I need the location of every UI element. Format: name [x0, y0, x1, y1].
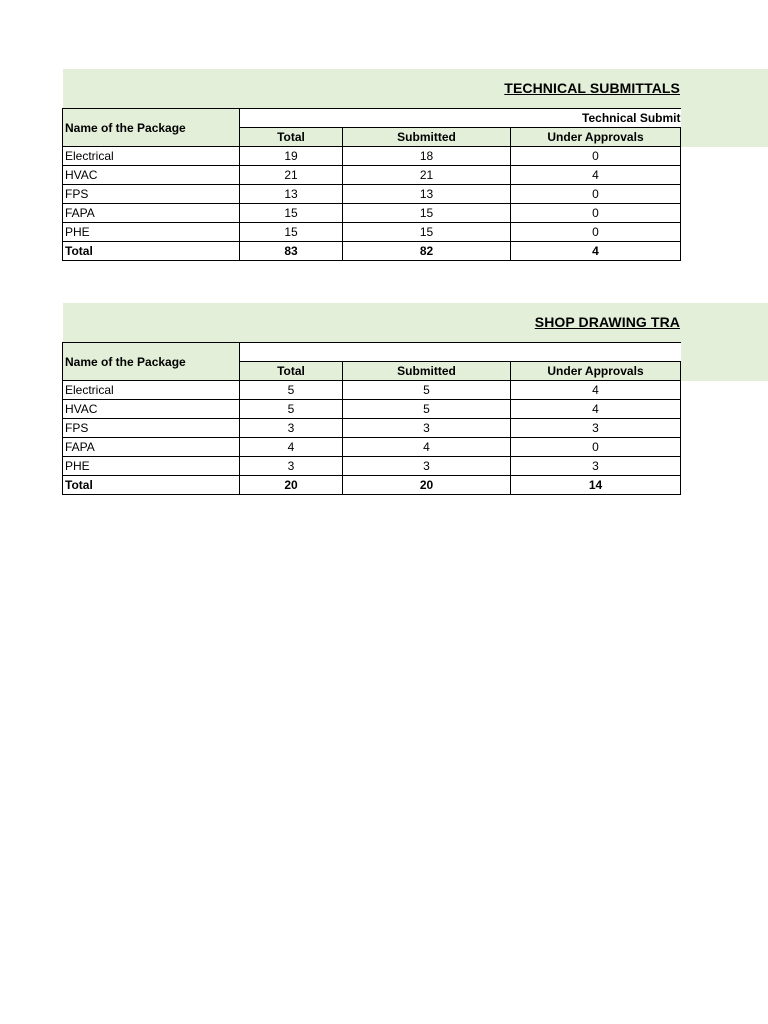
- under-approvals-cell: 0: [511, 223, 681, 242]
- total-cell: 5: [240, 400, 343, 419]
- submitted-cell: 15: [343, 204, 511, 223]
- submitted-cell: 3: [343, 419, 511, 438]
- package-name-header: Name of the Package: [63, 343, 240, 381]
- under-approvals-cell: 3: [511, 457, 681, 476]
- under-approvals-cell: 0: [511, 147, 681, 166]
- shop-drawing-table: [62, 342, 681, 495]
- column-header-total: Total: [240, 128, 343, 147]
- table-header-row: [63, 343, 681, 362]
- under-approvals-cell: 0: [511, 438, 681, 457]
- column-header-under-approvals: Under Approvals: [511, 128, 681, 147]
- under-approvals-cell: 3: [511, 419, 681, 438]
- submitted-cell: 18: [343, 147, 511, 166]
- total-cell: 15: [240, 204, 343, 223]
- package-name: FPS: [63, 185, 240, 204]
- total-label: Total: [63, 242, 240, 261]
- submitted-cell: 13: [343, 185, 511, 204]
- package-name: PHE: [63, 223, 240, 242]
- total-cell: 3: [240, 419, 343, 438]
- table-header-row: [63, 109, 681, 128]
- column-header-total: Total: [240, 362, 343, 381]
- total-cell: 13: [240, 185, 343, 204]
- table-row: [63, 185, 681, 204]
- under-approvals-cell: 0: [511, 185, 681, 204]
- submitted-cell: 20: [343, 476, 511, 495]
- table-row: [63, 147, 681, 166]
- technical-submittals-title: TECHNICAL SUBMITTALS: [504, 80, 680, 96]
- total-cell: 21: [240, 166, 343, 185]
- package-name: HVAC: [63, 166, 240, 185]
- column-header-submitted: Submitted: [343, 128, 511, 147]
- column-header-submitted: Submitted: [343, 362, 511, 381]
- table-row: [63, 419, 681, 438]
- submitted-cell: 5: [343, 381, 511, 400]
- table-row: [63, 381, 681, 400]
- under-approvals-cell: 4: [511, 166, 681, 185]
- table-row: [63, 457, 681, 476]
- shop-drawing-title: SHOP DRAWING TRA: [534, 314, 680, 330]
- package-name: FAPA: [63, 204, 240, 223]
- package-name: Electrical: [63, 147, 240, 166]
- total-cell: 4: [240, 438, 343, 457]
- under-approvals-cell: 4: [511, 381, 681, 400]
- under-approvals-cell: 0: [511, 204, 681, 223]
- package-name: PHE: [63, 457, 240, 476]
- package-name: HVAC: [63, 400, 240, 419]
- submitted-cell: 21: [343, 166, 511, 185]
- table-row: [63, 400, 681, 419]
- table-row: [63, 438, 681, 457]
- under-approvals-cell: 14: [511, 476, 681, 495]
- submitted-cell: 4: [343, 438, 511, 457]
- group-header: [240, 343, 681, 362]
- total-label: Total: [63, 476, 240, 495]
- column-header-under-approvals: Under Approvals: [511, 362, 681, 381]
- total-cell: 5: [240, 381, 343, 400]
- group-header: Technical Submit: [240, 109, 681, 128]
- submitted-cell: 82: [343, 242, 511, 261]
- package-name-header: Name of the Package: [63, 109, 240, 147]
- total-row: [63, 476, 681, 495]
- package-name: FPS: [63, 419, 240, 438]
- table-row: [63, 223, 681, 242]
- total-cell: 20: [240, 476, 343, 495]
- under-approvals-cell: 4: [511, 400, 681, 419]
- total-cell: 19: [240, 147, 343, 166]
- total-cell: 83: [240, 242, 343, 261]
- submitted-cell: 3: [343, 457, 511, 476]
- submitted-cell: 5: [343, 400, 511, 419]
- package-name: FAPA: [63, 438, 240, 457]
- package-name: Electrical: [63, 381, 240, 400]
- table-row: [63, 204, 681, 223]
- total-cell: 3: [240, 457, 343, 476]
- submitted-cell: 15: [343, 223, 511, 242]
- under-approvals-cell: 4: [511, 242, 681, 261]
- total-row: [63, 242, 681, 261]
- table-row: [63, 166, 681, 185]
- total-cell: 15: [240, 223, 343, 242]
- technical-submittals-table: [62, 108, 681, 261]
